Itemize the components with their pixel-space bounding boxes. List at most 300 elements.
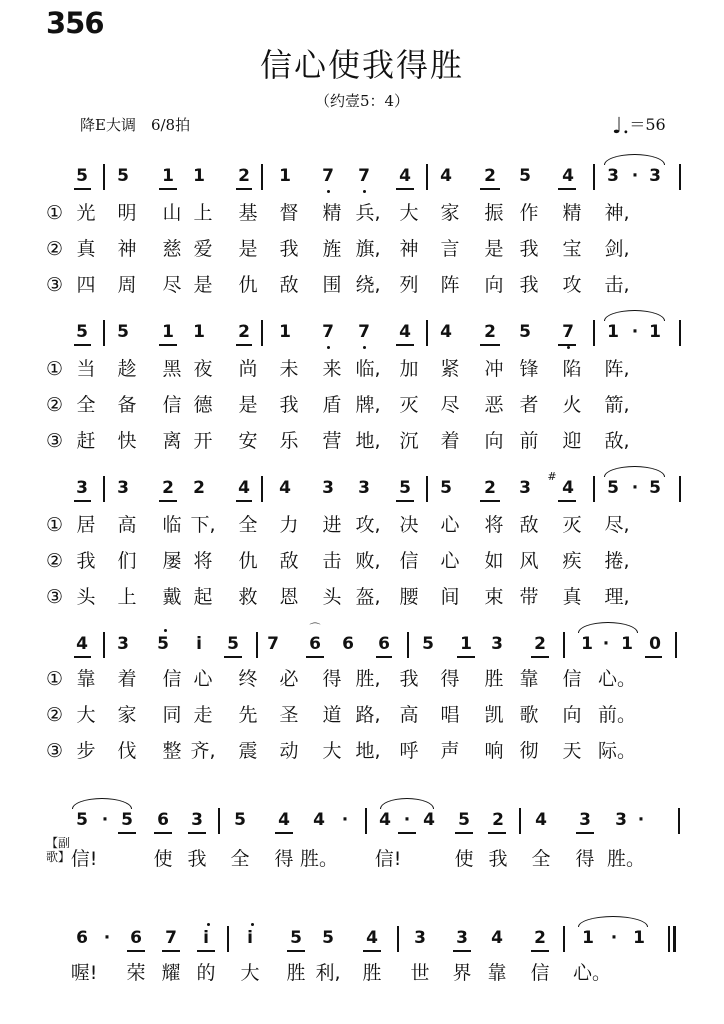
slur	[604, 154, 665, 165]
lyric-syllable: 腰	[399, 586, 419, 608]
lyric-syllable: 唱	[440, 704, 460, 726]
barline	[679, 320, 681, 346]
lyric-syllable: 趁	[117, 358, 137, 380]
notation-system	[0, 928, 724, 958]
key-signature: 降E大调 6/8拍	[80, 116, 191, 134]
jianpu-note: 3	[615, 810, 627, 830]
jianpu-note: 4	[440, 322, 452, 342]
jianpu-note: 1	[582, 928, 594, 948]
lyric-syllable: 击	[322, 550, 342, 572]
jianpu-note: ·	[631, 478, 639, 498]
lyric-syllable: 离	[162, 430, 182, 452]
lyric-syllable: 头	[322, 586, 342, 608]
lyric-syllable: 敌	[279, 550, 299, 572]
jianpu-note: 2	[534, 928, 546, 948]
jianpu-note: 1	[279, 166, 291, 186]
jianpu-note: 1	[193, 166, 205, 186]
lyric-syllable: 束	[484, 586, 504, 608]
barline	[261, 320, 263, 346]
jianpu-note: 7	[358, 166, 370, 186]
lyric-syllable: 夜	[193, 358, 213, 380]
lyric-syllable: 胜。	[299, 848, 339, 870]
lyric-syllable: 的	[196, 962, 216, 984]
verse-number: ②	[46, 704, 64, 726]
lyric-syllable: 整	[162, 740, 182, 762]
lyric-syllable: 列	[399, 274, 419, 296]
jianpu-note: 2	[193, 478, 205, 498]
lyric-syllable: 是	[238, 238, 258, 260]
lyric-syllable: 前	[519, 430, 539, 452]
notation-system	[0, 470, 724, 508]
lyric-syllable: 尽,	[604, 514, 630, 536]
beam-underline	[74, 656, 91, 658]
lyric-syllable: 天	[562, 740, 582, 762]
jianpu-note: 3	[456, 928, 468, 948]
lyric-syllable: 备	[117, 394, 137, 416]
lyric-syllable: 我	[279, 238, 299, 260]
beam-underline	[275, 832, 293, 834]
jianpu-note: 4	[238, 478, 250, 498]
jianpu-note: 3	[519, 478, 531, 498]
jianpu-note: 4	[76, 634, 88, 654]
lyric-syllable: 得	[274, 848, 294, 870]
lyric-syllable: 们	[117, 550, 137, 572]
final-barline	[668, 926, 676, 952]
verse-number: ①	[46, 202, 64, 224]
jianpu-note: 5	[227, 634, 239, 654]
jianpu-note: ·	[631, 166, 639, 186]
slur	[604, 466, 665, 477]
lyric-syllable: 我	[187, 848, 207, 870]
barline	[218, 808, 220, 834]
lyric-syllable: 喔!	[70, 962, 98, 984]
lyric-syllable: 家	[117, 704, 137, 726]
jianpu-note: 3	[76, 478, 88, 498]
beam-underline	[480, 500, 500, 502]
lyric-syllable: 上	[117, 586, 137, 608]
lyric-syllable: 将	[193, 550, 213, 572]
lyric-syllable: 锋	[519, 358, 539, 380]
beam-underline	[396, 500, 414, 502]
verse-number: ③	[46, 274, 64, 296]
fermata: ⌒	[309, 622, 321, 635]
jianpu-note: 2	[534, 634, 546, 654]
lyric-syllable: 加	[399, 358, 419, 380]
beam-underline	[74, 344, 91, 346]
jianpu-note: 7	[322, 166, 334, 186]
lyric-syllable: 疾	[562, 550, 582, 572]
lyric-syllable: 靠	[519, 668, 539, 690]
notation-system	[0, 322, 724, 352]
lyric-syllable: 胜	[484, 668, 504, 690]
lyric-syllable: 仇	[238, 550, 258, 572]
tempo-marking	[612, 112, 666, 139]
barline	[679, 164, 681, 190]
lyric-syllable: 向	[484, 430, 504, 452]
lyric-syllable: 敌	[519, 514, 539, 536]
beam-underline	[159, 344, 177, 346]
lyric-syllable: 先	[238, 704, 258, 726]
lyric-syllable: 地,	[355, 430, 381, 452]
lyric-syllable: 胜	[362, 962, 382, 984]
lyric-syllable: 快	[117, 430, 137, 452]
jianpu-note: ·	[610, 928, 618, 948]
lyric-syllable: 进	[322, 514, 342, 536]
jianpu-note: 5	[76, 322, 88, 342]
lyric-syllable: 冲	[484, 358, 504, 380]
hymn-number: 356	[46, 6, 104, 40]
lyric-syllable: 终	[238, 668, 258, 690]
lyric-syllable: 周	[117, 274, 137, 296]
lyric-syllable: 将	[484, 514, 504, 536]
jianpu-note: 6	[309, 634, 321, 654]
lyric-syllable: 全	[238, 514, 258, 536]
lyric-syllable: 精	[562, 202, 582, 224]
jianpu-note: 4	[423, 810, 435, 830]
jianpu-note: 2	[484, 322, 496, 342]
jianpu-note: ·	[403, 810, 411, 830]
slur	[72, 798, 132, 809]
lyric-syllable: 旗,	[355, 238, 381, 260]
lyric-syllable: 信	[162, 668, 182, 690]
jianpu-note: 5	[76, 810, 88, 830]
jianpu-note: 5	[117, 166, 129, 186]
beam-underline	[396, 344, 414, 346]
jianpu-note: 5	[422, 634, 434, 654]
jianpu-note: ·	[602, 634, 610, 654]
lyric-syllable: 临	[162, 514, 182, 536]
jianpu-note: 4	[399, 322, 411, 342]
lyric-syllable: 未	[279, 358, 299, 380]
lyric-syllable: 灭	[399, 394, 419, 416]
high-octave-dot	[207, 923, 210, 926]
barline	[426, 164, 428, 190]
barline	[593, 320, 595, 346]
jianpu-note: 4	[440, 166, 452, 186]
jianpu-note: ·	[637, 810, 645, 830]
barline	[103, 320, 105, 346]
sharp-sign: #	[547, 470, 557, 483]
barline	[103, 632, 105, 658]
lyric-syllable: 带	[519, 586, 539, 608]
jianpu-note: 6	[76, 928, 88, 948]
jianpu-note: 2	[484, 478, 496, 498]
lyric-syllable: 来	[322, 358, 342, 380]
lyric-syllable: 恶	[484, 394, 504, 416]
jianpu-note: 2	[238, 166, 250, 186]
lyric-syllable: 基	[238, 202, 258, 224]
lyric-syllable: 振	[484, 202, 504, 224]
jianpu-note: 3	[117, 478, 129, 498]
lyric-syllable: 临,	[355, 358, 381, 380]
low-octave-dot	[363, 190, 366, 193]
tempo-value: ＝56	[629, 115, 666, 134]
lyric-syllable: 督	[279, 202, 299, 224]
lyric-syllable: 击,	[604, 274, 630, 296]
barline	[519, 808, 521, 834]
lyric-syllable: 荣	[126, 962, 146, 984]
verse-line	[0, 394, 724, 418]
barline	[103, 164, 105, 190]
verse-number: ①	[46, 668, 64, 690]
lyric-syllable: 敌,	[604, 430, 630, 452]
jianpu-note: 4	[491, 928, 503, 948]
beam-underline	[236, 188, 252, 190]
lyric-syllable: 使	[153, 848, 173, 870]
jianpu-note: 3	[322, 478, 334, 498]
jianpu-note: 3	[117, 634, 129, 654]
barline	[261, 164, 263, 190]
slur	[380, 798, 434, 809]
jianpu-note: 4	[399, 166, 411, 186]
lyric-syllable: 真	[562, 586, 582, 608]
lyric-syllable: 精	[322, 202, 342, 224]
dotted-quarter-note-icon: ♩.	[612, 114, 630, 139]
jianpu-note: 3	[649, 166, 661, 186]
lyric-syllable: 高	[399, 704, 419, 726]
barline	[397, 926, 399, 952]
beam-underline	[558, 500, 576, 502]
lyric-syllable: 慈	[162, 238, 182, 260]
lyric-syllable: 决	[399, 514, 419, 536]
beam-underline	[162, 950, 180, 952]
jianpu-note: 1	[649, 322, 661, 342]
low-octave-dot	[363, 346, 366, 349]
lyric-syllable: 界	[452, 962, 472, 984]
jianpu-note: 2	[162, 478, 174, 498]
jianpu-note: 1	[460, 634, 472, 654]
lyric-syllable: 得	[440, 668, 460, 690]
lyric-syllable: 耀	[161, 962, 181, 984]
jianpu-note: 5	[322, 928, 334, 948]
verse-number: ③	[46, 586, 64, 608]
jianpu-note: 4	[313, 810, 325, 830]
jianpu-note: 4	[562, 166, 574, 186]
jianpu-note: 5	[117, 322, 129, 342]
lyric-syllable: 盾	[322, 394, 342, 416]
barline	[227, 926, 229, 952]
lyric-syllable: 紧	[440, 358, 460, 380]
lyric-syllable: 心	[440, 550, 460, 572]
verse-line	[0, 202, 724, 226]
lyric-syllable: 是	[193, 274, 213, 296]
lyric-syllable: 全	[531, 848, 551, 870]
verse-number: ①	[46, 514, 64, 536]
lyric-syllable: 凯	[484, 704, 504, 726]
lyric-syllable: 得	[322, 668, 342, 690]
lyric-syllable: 我	[279, 394, 299, 416]
lyric-syllable: 捲,	[604, 550, 630, 572]
lyric-syllable: 风	[519, 550, 539, 572]
lyric-syllable: 敌	[279, 274, 299, 296]
jianpu-note: 3	[491, 634, 503, 654]
lyric-syllable: 开	[193, 430, 213, 452]
lyric-syllable: 宝	[562, 238, 582, 260]
lyric-syllable: 尽	[440, 394, 460, 416]
lyric-syllable: 使	[454, 848, 474, 870]
lyric-syllable: 我	[519, 274, 539, 296]
lyric-syllable: 高	[117, 514, 137, 536]
verse-number: ②	[46, 238, 64, 260]
jianpu-note: 3	[191, 810, 203, 830]
lyric-syllable: 火	[562, 394, 582, 416]
lyric-syllable: 同	[162, 704, 182, 726]
lyric-syllable: 走	[193, 704, 213, 726]
lyric-syllable: 光	[76, 202, 96, 224]
lyric-syllable: 胜,	[355, 668, 381, 690]
beam-underline	[197, 950, 215, 952]
lyric-syllable: 救	[238, 586, 258, 608]
lyric-syllable: 信!	[374, 848, 402, 870]
notation-system	[0, 810, 724, 840]
beam-underline	[127, 950, 145, 952]
lyric-syllable: 陷	[562, 358, 582, 380]
barline	[593, 476, 595, 502]
lyric-syllable: 神,	[604, 202, 630, 224]
beam-underline	[576, 832, 594, 834]
jianpu-note: 3	[414, 928, 426, 948]
lyric-syllable: 靠	[487, 962, 507, 984]
lyric-syllable: 向	[484, 274, 504, 296]
beam-underline	[531, 950, 549, 952]
low-octave-dot	[327, 190, 330, 193]
jianpu-note: 1	[162, 166, 174, 186]
beam-underline	[306, 656, 324, 658]
lyric-syllable: 尚	[238, 358, 258, 380]
lyric-syllable: 信	[530, 962, 550, 984]
verse-number: ②	[46, 550, 64, 572]
verse-number: ①	[46, 358, 64, 380]
lyric-syllable: 围	[322, 274, 342, 296]
lyric-syllable: 信	[162, 394, 182, 416]
lyric-syllable: 必	[279, 668, 299, 690]
verse-number: ③	[46, 740, 64, 762]
jianpu-note: 3	[607, 166, 619, 186]
lyric-syllable: 者	[519, 394, 539, 416]
jianpu-note: 5	[76, 166, 88, 186]
verse-number: ②	[46, 394, 64, 416]
beam-underline	[480, 188, 500, 190]
lyric-syllable: 败,	[355, 550, 381, 572]
jianpu-note: 7	[267, 634, 279, 654]
lyric-syllable: 作	[519, 202, 539, 224]
lyric-syllable: 箭,	[604, 394, 630, 416]
jianpu-note: ·	[103, 928, 111, 948]
lyric-syllable: 伐	[117, 740, 137, 762]
jianpu-note: 2	[484, 166, 496, 186]
verse-line	[0, 740, 724, 764]
lyric-syllable: 我	[399, 668, 419, 690]
low-octave-dot	[567, 346, 570, 349]
jianpu-note: 7	[165, 928, 177, 948]
lyric-syllable: 我	[76, 550, 96, 572]
beam-underline	[363, 950, 381, 952]
lyric-syllable: 得	[575, 848, 595, 870]
jianpu-note: 5	[157, 634, 169, 654]
jianpu-note: 2	[238, 322, 250, 342]
barline	[679, 476, 681, 502]
jianpu-note: i	[203, 928, 209, 948]
lyric-syllable: 头	[76, 586, 96, 608]
lyric-syllable: 心	[440, 514, 460, 536]
lyric-syllable: 信	[562, 668, 582, 690]
slur	[578, 622, 638, 633]
lyric-syllable: 大	[76, 704, 96, 726]
lyric-syllable: 力	[279, 514, 299, 536]
lyric-syllable: 是	[238, 394, 258, 416]
lyric-syllable: 阵,	[604, 358, 630, 380]
beam-underline	[224, 656, 242, 658]
jianpu-note: ·	[341, 810, 349, 830]
lyric-syllable: 地,	[355, 740, 381, 762]
jianpu-note: 5	[519, 322, 531, 342]
barline	[426, 476, 428, 502]
lyric-syllable: 呼	[399, 740, 419, 762]
barline	[593, 164, 595, 190]
lyric-syllable: 大	[322, 740, 342, 762]
jianpu-note: 6	[342, 634, 354, 654]
lyric-syllable: 绕,	[355, 274, 381, 296]
lyric-syllable: 攻,	[355, 514, 381, 536]
barline	[103, 476, 105, 502]
jianpu-note: 1	[279, 322, 291, 342]
lyric-syllable: 我	[519, 238, 539, 260]
barline	[678, 808, 680, 834]
lyric-syllable: 下,	[190, 514, 216, 536]
lyric-syllable: 圣	[279, 704, 299, 726]
jianpu-note: 4	[366, 928, 378, 948]
lyric-syllable: 前。	[597, 704, 637, 726]
lyric-syllable: 恩	[279, 586, 299, 608]
beam-underline	[159, 500, 177, 502]
jianpu-note: 7	[358, 322, 370, 342]
jianpu-note: 4	[562, 478, 574, 498]
chorus-lyric-line	[0, 962, 724, 986]
lyric-syllable: 安	[238, 430, 258, 452]
lyric-syllable: 全	[76, 394, 96, 416]
beam-underline	[376, 656, 392, 658]
jianpu-note: 3	[358, 478, 370, 498]
lyric-syllable: 利,	[315, 962, 341, 984]
lyric-syllable: 兵,	[355, 202, 381, 224]
beam-underline	[236, 344, 252, 346]
notation-system	[0, 622, 724, 664]
barline	[365, 808, 367, 834]
lyric-syllable: 赶	[76, 430, 96, 452]
jianpu-note: 5	[234, 810, 246, 830]
lyric-syllable: 间	[440, 586, 460, 608]
lyric-syllable: 旌	[322, 238, 342, 260]
lyric-syllable: 仇	[238, 274, 258, 296]
lyric-syllable: 屡	[162, 550, 182, 572]
lyric-syllable: 信!	[70, 848, 98, 870]
lyric-syllable: 心。	[597, 668, 637, 690]
lyric-syllable: 彻	[519, 740, 539, 762]
lyric-syllable: 盔,	[355, 586, 381, 608]
jianpu-note: 5	[290, 928, 302, 948]
verse-line	[0, 274, 724, 298]
lyric-syllable: 牌,	[355, 394, 381, 416]
lyric-syllable: 动	[279, 740, 299, 762]
jianpu-note: 4	[379, 810, 391, 830]
lyric-syllable: 沉	[399, 430, 419, 452]
barline	[563, 926, 565, 952]
jianpu-note: 1	[607, 322, 619, 342]
jianpu-note: 5	[121, 810, 133, 830]
beam-underline	[118, 832, 136, 834]
beam-underline	[558, 188, 576, 190]
beam-underline	[188, 832, 206, 834]
